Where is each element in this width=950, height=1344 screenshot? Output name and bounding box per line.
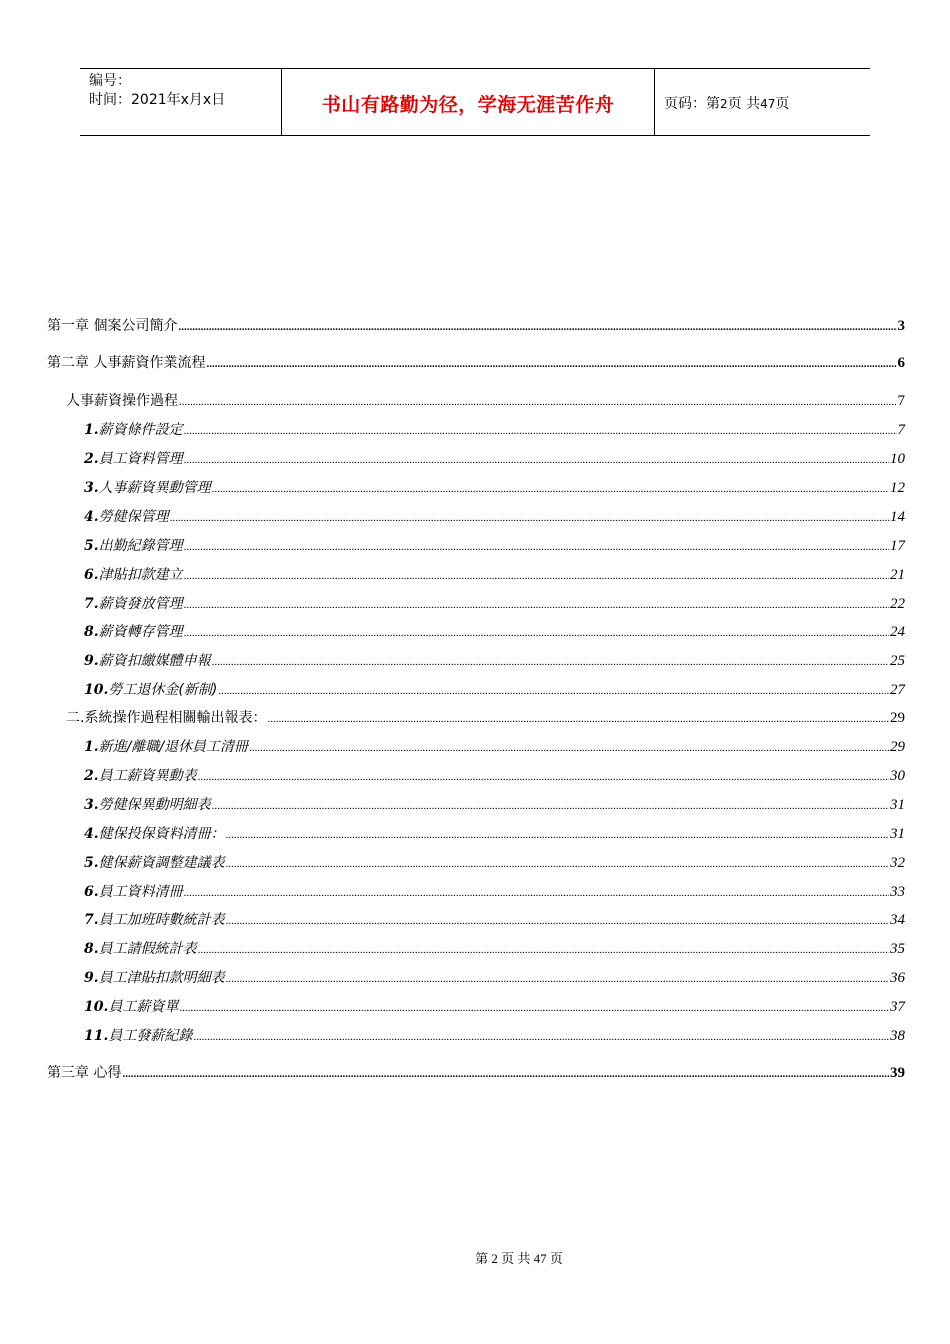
- toc-entry[interactable]: [84, 1025, 905, 1045]
- toc-entry-title: 員工資料管理: [98, 451, 183, 467]
- toc-entry-page: 7: [897, 422, 905, 438]
- toc-entry-title: 出勤紀錄管理: [98, 538, 183, 554]
- toc-leader-dots: [212, 800, 889, 812]
- toc-entry-title: 員工薪資異動表: [98, 768, 197, 784]
- toc-entry-number: 6.: [84, 884, 99, 900]
- toc-leader-dots: [178, 321, 896, 333]
- toc-entry-page: 21: [890, 567, 905, 583]
- header-top-rule: [80, 68, 870, 69]
- toc-entry-label: [47, 315, 177, 335]
- toc-entry-title: 薪資扣繳媒體申報: [98, 653, 211, 669]
- toc-leader-dots: [170, 512, 889, 524]
- toc-entry[interactable]: [84, 506, 905, 526]
- page-footer: 第 2 页 共 47 页: [475, 1251, 563, 1266]
- toc-entry-page: 37: [890, 999, 905, 1015]
- toc-leader-dots: [184, 541, 889, 553]
- toc-entry[interactable]: [84, 593, 905, 613]
- page-current: 2: [720, 97, 728, 111]
- toc-entry-title: 第一章 個案公司簡介: [47, 318, 178, 334]
- toc-entry-page: 31: [890, 797, 905, 813]
- toc-entry-label: [84, 852, 225, 872]
- toc-leader-dots: [179, 1002, 889, 1014]
- toc-entry-page: 30: [890, 768, 905, 784]
- toc-entry[interactable]: [84, 736, 905, 756]
- toc-entry-page: 38: [890, 1028, 905, 1044]
- toc-leader-dots: [184, 570, 889, 582]
- toc-leader-dots: [184, 627, 889, 639]
- toc-leader-dots: [184, 887, 889, 899]
- toc-entry[interactable]: [84, 881, 905, 901]
- toc-entry-page: 14: [890, 509, 905, 525]
- toc-entry-page: 25: [890, 653, 905, 669]
- toc-entry-label: [84, 650, 211, 670]
- toc-entry[interactable]: [84, 448, 905, 468]
- toc-leader-dots: [184, 454, 889, 466]
- toc-entry-page: 31: [890, 826, 905, 842]
- toc-entry-label: [47, 352, 205, 372]
- toc-entry-label: [84, 794, 211, 814]
- toc-entry-page: 17: [890, 538, 905, 554]
- toc-entry-label: [84, 506, 169, 526]
- toc-leader-dots: [226, 973, 889, 985]
- toc-entry-page: 22: [890, 596, 905, 612]
- toc-leader-dots: [184, 425, 897, 437]
- toc-entry[interactable]: [66, 390, 905, 410]
- toc-entry-number: 8.: [84, 624, 99, 640]
- toc-entry-title: 薪資條件設定: [98, 422, 183, 438]
- toc-entry-label: [84, 593, 183, 613]
- toc-entry-label: [84, 1025, 192, 1045]
- toc-entry-label: [84, 909, 225, 929]
- toc-entry-number: 2.: [84, 451, 99, 467]
- toc-entry-label: [84, 967, 225, 987]
- toc-entry-label: [84, 564, 183, 584]
- toc-entry[interactable]: [84, 650, 905, 670]
- header-page-info: [664, 93, 789, 113]
- toc-entry-title: 員工請假統計表: [98, 941, 197, 957]
- toc-entry[interactable]: [47, 352, 905, 372]
- toc-entry-title: 勞健保異動明細表: [98, 797, 211, 813]
- toc-leader-dots: [226, 829, 889, 841]
- toc-entry[interactable]: [84, 535, 905, 555]
- toc-entry-page: 32: [890, 855, 905, 871]
- toc-entry[interactable]: [84, 794, 905, 814]
- toc-entry-title: 勞健保管理: [98, 509, 169, 525]
- toc-entry-title: 員工資料清冊: [98, 884, 183, 900]
- toc-leader-dots: [212, 656, 889, 668]
- toc-entry-number: 3.: [84, 480, 99, 496]
- toc-entry-title: 員工薪資單: [108, 999, 179, 1015]
- toc-entry-number: 8.: [84, 941, 99, 957]
- toc-entry-page: 33: [890, 884, 905, 900]
- toc-entry-label: [84, 938, 197, 958]
- toc-entry-number: 4.: [84, 826, 99, 842]
- toc-entry-label: [84, 448, 183, 468]
- toc-entry-title: 人事薪資異動管理: [98, 480, 211, 496]
- toc-entry-number: 10.: [84, 682, 109, 698]
- toc-entry-page: 35: [890, 941, 905, 957]
- toc-entry-number: 3.: [84, 797, 99, 813]
- toc-entry-page: 10: [890, 451, 905, 467]
- toc-entry-title: 新進/離職/退休員工清冊: [98, 739, 249, 755]
- toc-leader-dots: [249, 742, 889, 754]
- toc-entry-page: 6: [897, 355, 905, 371]
- toc-entry-number: 10.: [84, 999, 109, 1015]
- header-meta: [89, 72, 225, 110]
- toc-entry-label: [66, 707, 266, 727]
- toc-entry-title: 薪資轉存管理: [98, 624, 183, 640]
- toc-entry[interactable]: [47, 315, 905, 335]
- toc-entry-number: 6.: [84, 567, 99, 583]
- toc-entry-number: 5.: [84, 855, 99, 871]
- doc-time-label: 时间：2021年x月x日: [89, 92, 226, 108]
- doc-number-label: 编号：: [89, 73, 131, 89]
- toc-entry-label: [84, 679, 217, 699]
- toc-entry-number: 2.: [84, 768, 99, 784]
- page-mid: 页 共: [727, 96, 761, 112]
- toc-entry-page: 36: [890, 970, 905, 986]
- toc-entry-label: [84, 535, 183, 555]
- toc-entry-number: 5.: [84, 538, 99, 554]
- page-label: 页码：第: [664, 96, 720, 112]
- toc-leader-dots: [198, 944, 889, 956]
- toc-entry[interactable]: [47, 1062, 905, 1082]
- toc-entry-page: 12: [890, 480, 905, 496]
- toc-entry-number: 7.: [84, 912, 99, 928]
- toc-leader-dots: [179, 396, 897, 408]
- toc-entry-title: 津貼扣款建立: [98, 567, 183, 583]
- toc-entry-page: 27: [890, 682, 905, 698]
- toc-entry[interactable]: [84, 996, 905, 1016]
- toc-entry-label: [84, 736, 248, 756]
- toc-leader-dots: [184, 599, 889, 611]
- toc-leader-dots: [267, 713, 889, 725]
- toc-entry[interactable]: [84, 765, 905, 785]
- page-total: 47: [760, 97, 776, 111]
- toc-entry[interactable]: [84, 419, 905, 439]
- toc-entry-title: 第二章 人事薪資作業流程: [47, 355, 206, 371]
- toc-entry-label: [84, 765, 197, 785]
- toc-entry-number: 7.: [84, 596, 99, 612]
- toc-entry[interactable]: [84, 679, 905, 699]
- toc-entry-title: 薪資發放管理: [98, 596, 183, 612]
- toc-leader-dots: [122, 1068, 889, 1080]
- toc-leader-dots: [206, 358, 896, 370]
- toc-entry-label: [84, 477, 211, 497]
- toc-entry-number: 9.: [84, 653, 99, 669]
- toc-leader-dots: [218, 685, 889, 697]
- toc-entry[interactable]: [84, 909, 905, 929]
- toc-entry-title: 健保投保資料清冊：: [98, 826, 225, 842]
- toc-entry-number: 9.: [84, 970, 99, 986]
- toc-entry-label: [47, 1062, 121, 1082]
- toc-entry-page: 24: [890, 624, 905, 640]
- toc-entry-title: 員工發薪紀錄: [108, 1028, 193, 1044]
- toc-entry-title: 健保薪資調整建議表: [98, 855, 225, 871]
- toc-entry[interactable]: [84, 621, 905, 641]
- toc-entry-number: 1.: [84, 422, 99, 438]
- toc-entry-label: [84, 881, 183, 901]
- toc-leader-dots: [226, 858, 889, 870]
- toc-leader-dots: [193, 1031, 889, 1043]
- header-motto: 书山有路勤为径，学海无涯苦作舟: [321, 94, 615, 116]
- toc-entry-page: 29: [890, 710, 905, 726]
- toc-entry-label: [84, 419, 183, 439]
- toc-entry-page: 34: [890, 912, 905, 928]
- toc-entry-number: 1.: [84, 739, 99, 755]
- toc-entry-page: 39: [890, 1065, 905, 1081]
- toc-entry-label: [84, 996, 178, 1016]
- toc-entry[interactable]: [84, 852, 905, 872]
- header-bottom-rule: [80, 135, 870, 136]
- toc-entry[interactable]: [66, 707, 905, 727]
- toc-entry-label: [84, 621, 183, 641]
- toc-entry-page: 7: [897, 393, 905, 409]
- toc-entry-number: 4.: [84, 509, 99, 525]
- toc-entry-title: 勞工退休金(新制): [108, 682, 218, 698]
- toc-entry-page: 3: [897, 318, 905, 334]
- toc-entry[interactable]: [84, 967, 905, 987]
- toc-entry-label: [84, 823, 225, 843]
- toc-entry-number: 11.: [84, 1028, 109, 1044]
- header-divider-right: [654, 68, 655, 136]
- toc-entry[interactable]: [84, 938, 905, 958]
- toc-entry-page: 29: [890, 739, 905, 755]
- toc-entry[interactable]: [84, 564, 905, 584]
- toc-entry-label: [66, 390, 178, 410]
- toc-leader-dots: [212, 483, 889, 495]
- toc-leader-dots: [226, 915, 889, 927]
- toc-entry-title: 人事薪資操作過程: [66, 393, 178, 409]
- toc-entry[interactable]: [84, 823, 905, 843]
- toc-entry-title: 員工津貼扣款明細表: [98, 970, 225, 986]
- toc-entry-title: 第三章 心得: [47, 1065, 122, 1081]
- toc-entry-title: 二.系統操作過程相關輸出報表：: [66, 710, 267, 726]
- toc-entry[interactable]: [84, 477, 905, 497]
- toc-entry-title: 員工加班時數統計表: [98, 912, 225, 928]
- page-end: 页: [775, 96, 790, 112]
- toc-leader-dots: [198, 771, 889, 783]
